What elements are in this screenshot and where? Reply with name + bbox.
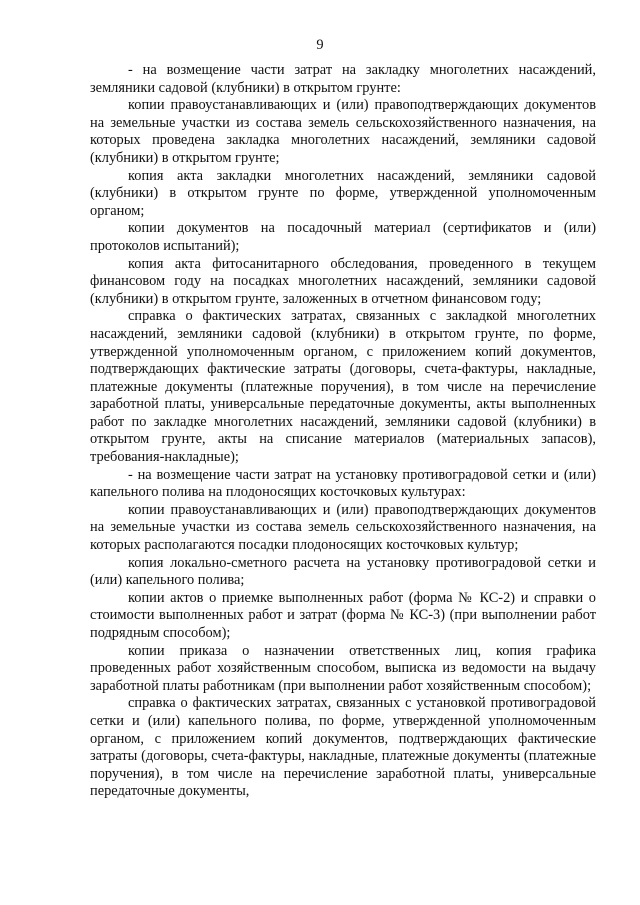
paragraph: копии актов о приемке выполненных работ (форма № КС-2) и справки о стоимости выполненных работ и затрат (форма № КС-3) (при выполнении работ подрядным способом); [90,589,596,641]
paragraph: копии приказа о назначении ответственных лиц, копия графика проведенных работ хозяйственным способом, выписка из ведомости на выдачу заработной платы работникам (при выполнении работ хозяйственным способом); [90,642,596,694]
paragraph: копия локально-сметного расчета на установку противоградовой сетки и (или) капельного полива; [90,554,596,589]
document-body [90,62,596,801]
paragraph: копия акта фитосанитарного обследования, проведенного в текущем финансовом году на посадках многолетних насаждений, земляники садовой (клубники) в открытом грунте, заложенных в отчетном финансовом году; [90,255,596,307]
paragraph: копия акта закладки многолетних насаждений, земляники садовой (клубники) в открытом грунте по форме, утвержденной уполномоченным органом; [90,167,596,219]
paragraph: копии правоустанавливающих и (или) правоподтверждающих документов на земельные участки из состава земель сельскохозяйственного назначения, на которых проведена закладка многолетних насаждений, земляники садовой (клубники) в открытом грунте; [90,97,596,166]
paragraph: копии документов на посадочный материал (сертификатов и (или) протоколов испытаний); [90,220,596,254]
page-number: 9 [316,37,324,53]
paragraph: копии правоустанавливающих и (или) правоподтверждающих документов на земельные участки из состава земель сельскохозяйственного назначения, на которых располагаются посадки плодоносящих косточковых культур; [90,501,596,554]
paragraph: - на возмещение части затрат на установку противоградовой сетки и (или) капельного полива на плодоносящих косточковых культурах: [90,466,596,501]
paragraph: - на возмещение части затрат на закладку многолетних насаждений, земляники садовой (клубники) в открытом грунте: [90,62,596,96]
paragraph: справка о фактических затратах, связанных с закладкой многолетних насаждений, земляники садовой (клубники) в открытом грунте, по форме, утвержденной уполномоченным органом, с приложением копий документов, подтверждающих фактические затраты (договоры, счета-фактуры, накладные, платежные документы (платежные поручения), в том числе на перечисление заработной платы, универсальные передаточные документы, акты выполненных работ по закладке многолетних насаждений, земляники садовой (клубники) в открытом грунте, акты на списание материалов (материальных запасов), требования-накладные); [90,308,596,466]
paragraph: справка о фактических затратах, связанных с установкой противоградовой сетки и (или) капельного полива, по форме, утвержденной уполномоченным органом, с приложением копий документов, подтверждающих фактические затраты (договоры, счета-фактуры, накладные, платежные документы (платежные поручения), в том числе на перечисление заработной платы, универсальные передаточные документы, [90,695,596,800]
